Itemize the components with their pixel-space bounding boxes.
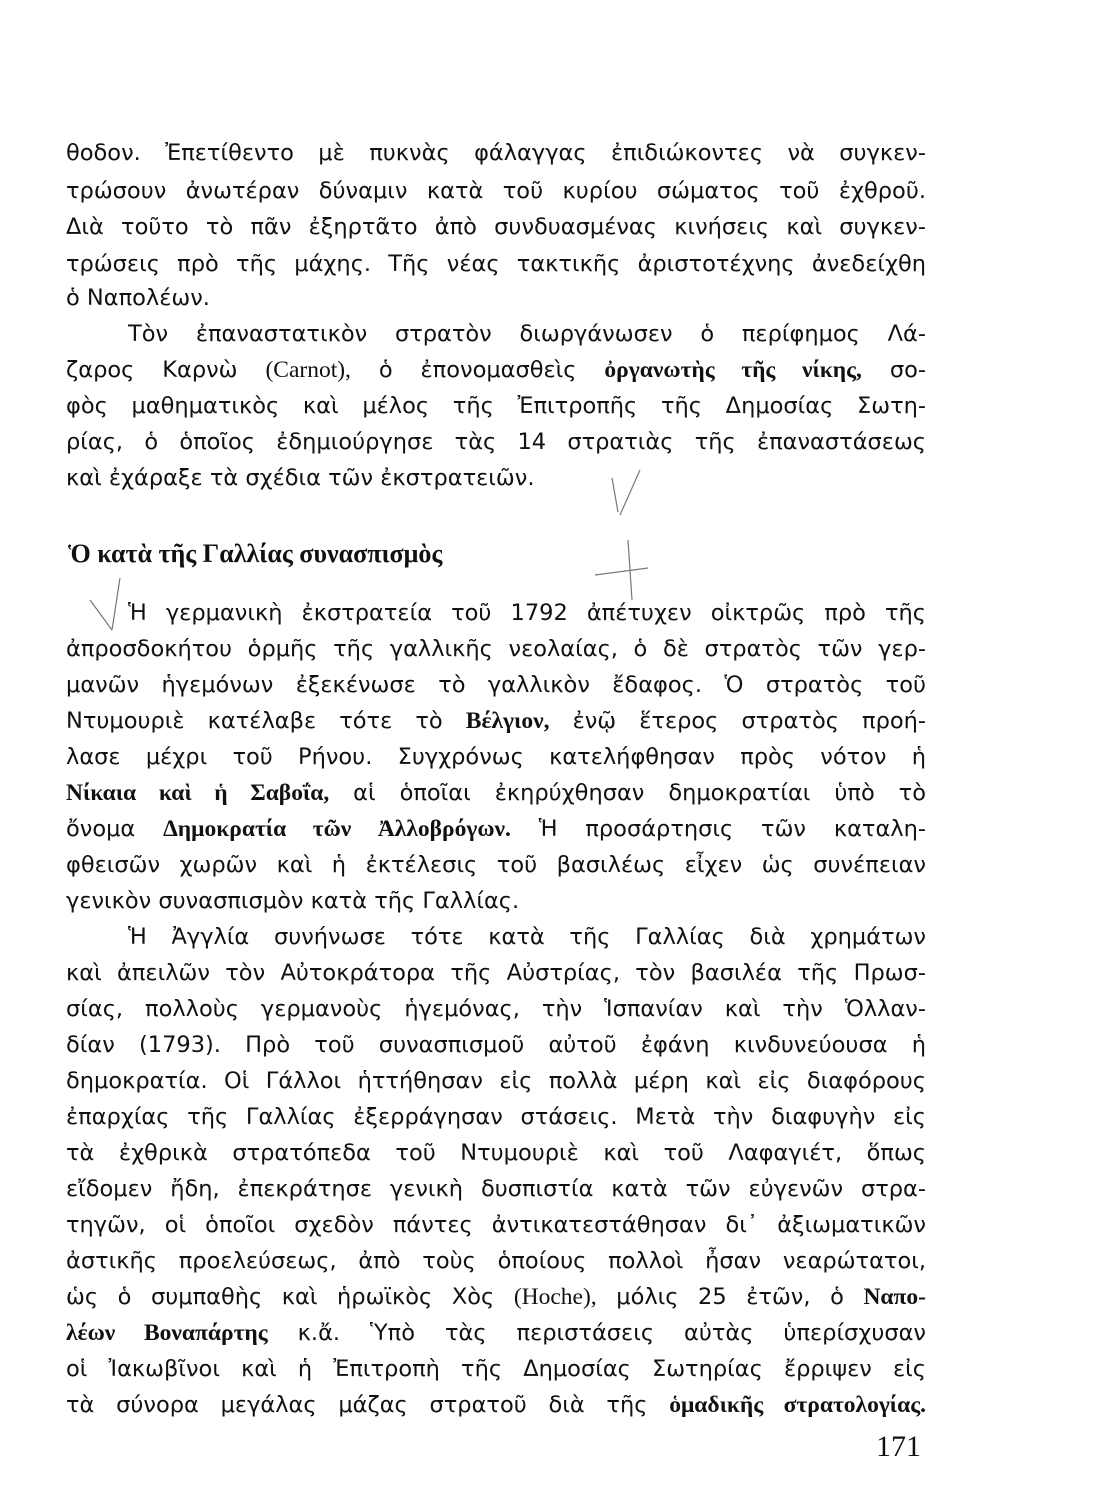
text-line: δίαν (1793). Πρὸ τοῦ συνασπισμοῦ αὐτοῦ ἐφάνη κινδυνεύουσα ἡ bbox=[66, 1032, 926, 1058]
pencil-mark bbox=[595, 568, 648, 575]
text-line: εἴδομεν ἤδη, ἐπεκράτησε γενικὴ δυσπιστία κατὰ τῶν εὐγενῶν στρα- bbox=[66, 1176, 926, 1202]
text-line: ὡς ὁ συμπαθὴς καὶ ἡρωϊκὸς Χὸς (Hoche), μόλις 25 ἐτῶν, ὁ Ναπο- bbox=[66, 1284, 926, 1310]
text-line: γενικὸν συνασπισμὸν κατὰ τῆς Γαλλίας. bbox=[66, 888, 520, 914]
text-line: τρώσεις πρὸ τῆς μάχης. Τῆς νέας τακτικῆς ἀριστοτέχνης ἀνεδείχθη bbox=[66, 251, 926, 277]
text-line: οἱ Ἰακωβῖνοι καὶ ἡ Ἐπιτροπὴ τῆς Δημοσίας Σωτηρίας ἔρριψεν εἰς bbox=[66, 1356, 926, 1382]
text-line: μανῶν ἡγεμόνων ἐξεκένωσε τὸ γαλλικὸν ἔδαφος. Ὁ στρατὸς τοῦ bbox=[66, 672, 926, 698]
text-line: τὰ σύνορα μεγάλας μάζας στρατοῦ διὰ τῆς ὁμαδικῆς στρατολογίας. bbox=[66, 1392, 926, 1418]
text-line: θοδον. Ἐπετίθεντο μὲ πυκνὰς φάλαγγας ἐπιδιώκοντες νὰ συγκεν- bbox=[66, 140, 926, 166]
text-line: τρώσουν ἀνωτέραν δύναμιν κατὰ τοῦ κυρίου σώματος τοῦ ἐχθροῦ. bbox=[66, 178, 926, 204]
text-line: Ἡ Ἀγγλία συνήνωσε τότε κατὰ τῆς Γαλλίας διὰ χρημάτων bbox=[128, 924, 926, 950]
text-line: ἐπαρχίας τῆς Γαλλίας ἐξερράγησαν στάσεις. Μετὰ τὴν διαφυγὴν εἰς bbox=[66, 1104, 926, 1130]
section-heading: Ὁ κατὰ τῆς Γαλλίας συνασπισμὸς bbox=[68, 539, 443, 568]
text-line: Νίκαια καὶ ἡ Σαβοΐα, αἱ ὁποῖαι ἐκηρύχθησαν δημοκρατίαι ὑπὸ τὸ bbox=[66, 780, 926, 806]
text-line: ὄνομα Δημοκρατία τῶν Ἀλλοβρόγων. Ἡ προσάρτησις τῶν καταλη- bbox=[66, 816, 926, 842]
text-line: φθεισῶν χωρῶν καὶ ἡ ἐκτέλεσις τοῦ βασιλέως εἶχεν ὡς συνέπειαν bbox=[66, 852, 926, 878]
text-line: καὶ ἐχάραξε τὰ σχέδια τῶν ἐκστρατειῶν. bbox=[66, 465, 535, 491]
page-number: 171 bbox=[876, 1430, 921, 1463]
text-line: τηγῶν, οἱ ὁποῖοι σχεδὸν πάντες ἀντικατεστάθησαν δι᾽ ἀξιωματικῶν bbox=[66, 1212, 926, 1238]
text-line: Ντυμουριὲ κατέλαβε τότε τὸ Βέλγιον, ἐνῷ ἕτερος στρατὸς προή- bbox=[66, 708, 926, 734]
text-line: σίας, πολλοὺς γερμανοὺς ἡγεμόνας, τὴν Ἱσπανίαν καὶ τὴν Ὁλλαν- bbox=[66, 996, 926, 1022]
text-line: καὶ ἀπειλῶν τὸν Αὐτοκράτορα τῆς Αὐστρίας, τὸν βασιλέα τῆς Πρωσ- bbox=[66, 960, 926, 986]
text-line: ἀστικῆς προελεύσεως, ἀπὸ τοὺς ὁποίους πολλοὶ ἦσαν νεαρώτατοι, bbox=[66, 1248, 926, 1274]
text-line: ἀπροσδοκήτου ὁρμῆς τῆς γαλλικῆς νεολαίας, ὁ δὲ στρατὸς τῶν γερ- bbox=[66, 636, 926, 662]
text-line: Τὸν ἐπαναστατικὸν στρατὸν διωργάνωσεν ὁ περίφημος Λά- bbox=[128, 321, 926, 347]
text-line: λασε μέχρι τοῦ Ρήνου. Συγχρόνως κατελήφθησαν πρὸς νότον ἡ bbox=[66, 744, 926, 770]
text-line: ζαρος Καρνὼ (Carnot), ὁ ἐπονομασθεὶς ὀργανωτὴς τῆς νίκης, σο- bbox=[66, 357, 926, 383]
text-line: ρίας, ὁ ὁποῖος ἐδημιούργησε τὰς 14 στρατιὰς τῆς ἐπαναστάσεως bbox=[66, 429, 926, 455]
text-line: φὸς μαθηματικὸς καὶ μέλος τῆς Ἐπιτροπῆς τῆς Δημοσίας Σωτη- bbox=[66, 393, 926, 419]
text-line: τὰ ἐχθρικὰ στρατόπεδα τοῦ Ντυμουριὲ καὶ τοῦ Λαφαγιέτ, ὅπως bbox=[66, 1140, 926, 1166]
text-line: ὁ Ναπολέων. bbox=[66, 285, 210, 311]
text-line: λέων Βοναπάρτης κ.ἄ. Ὑπὸ τὰς περιστάσεις αὐτὰς ὑπερίσχυσαν bbox=[66, 1320, 926, 1346]
text-line: Ἡ γερμανικὴ ἐκστρατεία τοῦ 1792 ἀπέτυχεν οἰκτρῶς πρὸ τῆς bbox=[128, 600, 926, 626]
text-line: Διὰ τοῦτο τὸ πᾶν ἐξηρτᾶτο ἀπὸ συνδυασμένας κινήσεις καὶ συγκεν- bbox=[66, 214, 926, 240]
text-line: δημοκρατία. Οἱ Γάλλοι ἡττήθησαν εἰς πολλὰ μέρη καὶ εἰς διαφόρους bbox=[66, 1068, 926, 1094]
